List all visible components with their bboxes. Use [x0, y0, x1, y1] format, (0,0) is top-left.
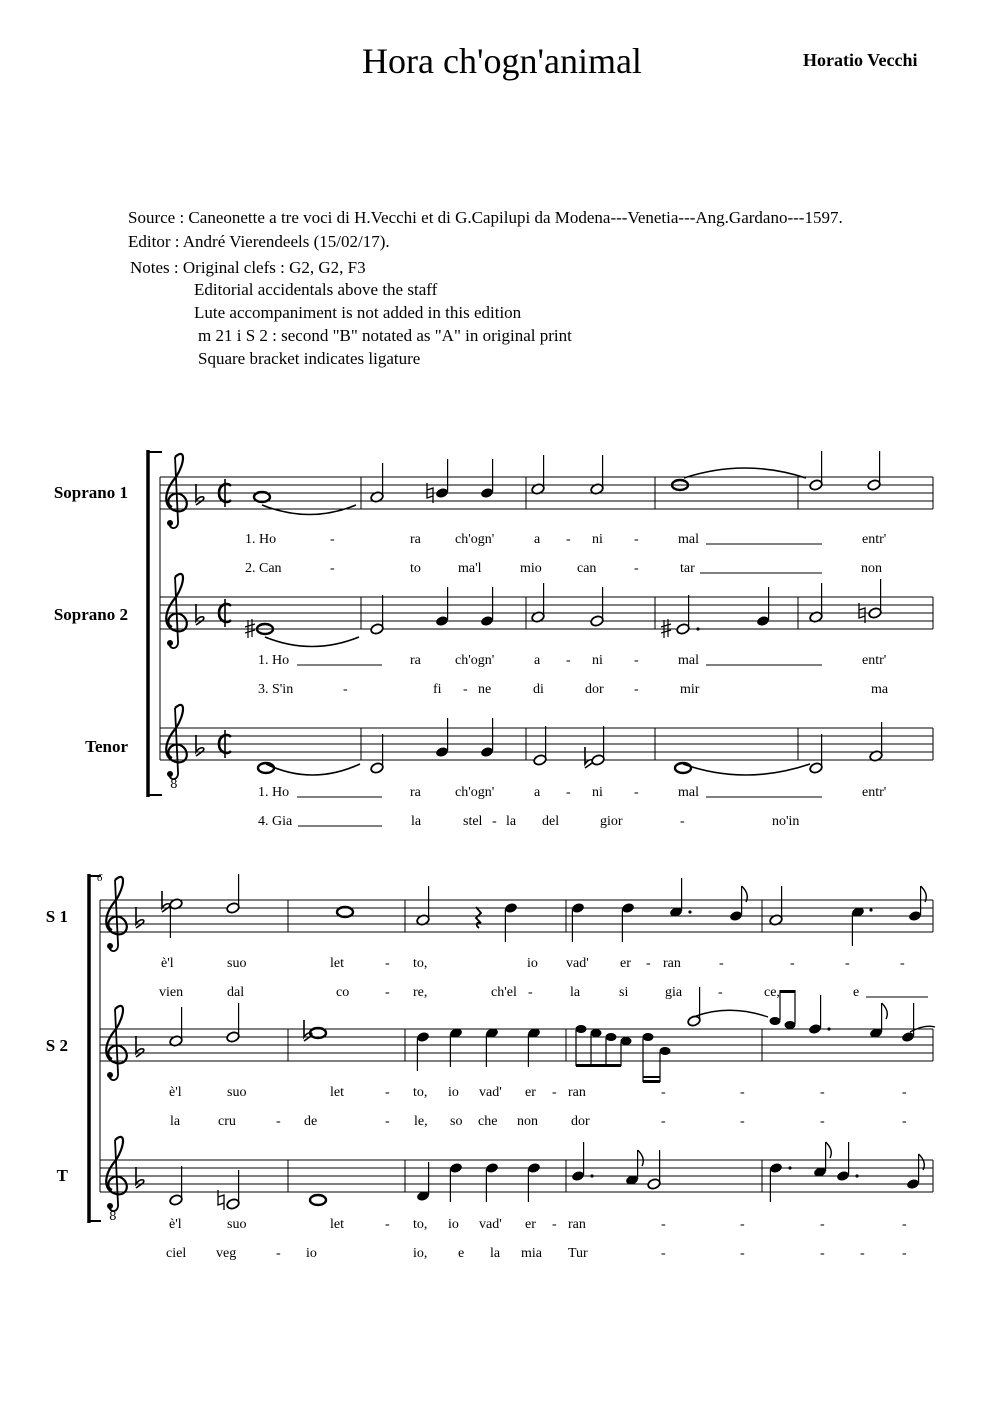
lyric: vien: [159, 985, 184, 1000]
lyric: mal: [678, 532, 699, 547]
lyric: -: [552, 1217, 557, 1232]
lyric: -: [740, 1246, 745, 1261]
lyric: -: [385, 985, 390, 1000]
lyric: -: [902, 1114, 907, 1129]
lyric: che: [478, 1114, 498, 1129]
lyric: -: [552, 1085, 557, 1100]
system-2-bracket: [89, 874, 101, 1223]
lyric: vad': [566, 956, 589, 971]
system-2-lyrics: [159, 956, 928, 1261]
lyric: ne: [478, 682, 492, 697]
lyric: -: [385, 1114, 390, 1129]
lyric: -: [634, 653, 639, 668]
lyric: mal: [678, 785, 699, 800]
composer-name: Horatio Vecchi: [803, 50, 918, 70]
lyric: er: [525, 1217, 536, 1232]
lyric: -: [902, 1217, 907, 1232]
lyric: 3. S'in: [258, 682, 294, 697]
lyric: -: [820, 1217, 825, 1232]
lyric: è'l: [169, 1085, 182, 1100]
lyric: -: [790, 956, 795, 971]
lyric: -: [566, 785, 571, 800]
s2-notes-system-2: [169, 987, 935, 1083]
lyric: è'l: [161, 956, 174, 971]
lyric: io: [448, 1217, 459, 1232]
lyric: ra: [410, 532, 421, 547]
lyric: let: [330, 956, 344, 971]
lyric: vad': [479, 1085, 502, 1100]
label-soprano-2: Soprano 2: [53, 605, 128, 624]
lyric: -: [680, 814, 685, 829]
lyric: mio: [520, 561, 542, 576]
lyric: ch'el: [491, 985, 517, 1000]
lyric: mir: [680, 682, 700, 697]
lyric: ni: [592, 653, 603, 668]
lyric: suo: [227, 1085, 247, 1100]
label-tenor: Tenor: [85, 737, 128, 756]
lyric: a: [534, 653, 541, 668]
svg-text:8: 8: [109, 1209, 117, 1223]
lyric: -: [385, 956, 390, 971]
soprano-1-notes: [254, 451, 881, 515]
note-line-4: Square bracket indicates ligature: [198, 349, 421, 368]
treble-clef-icon: [166, 454, 187, 791]
lyric: -: [661, 1246, 666, 1261]
lyric: re,: [413, 985, 428, 1000]
lyric: a: [534, 532, 541, 547]
lyric: -: [492, 814, 497, 829]
lyric: la: [570, 985, 581, 1000]
lyric: io: [306, 1246, 317, 1261]
lyric: fi: [433, 682, 442, 697]
lyric: ma: [871, 682, 889, 697]
lyric: -: [634, 561, 639, 576]
lyric: -: [860, 1246, 865, 1261]
svg-text:8: 8: [170, 777, 178, 791]
lyric: -: [900, 956, 905, 971]
lyric: -: [276, 1246, 281, 1261]
lyric: er: [525, 1085, 536, 1100]
lyric: stel: [463, 814, 483, 829]
note-line-1: Editorial accidentals above the staff: [194, 280, 438, 299]
lyric: io,: [413, 1246, 428, 1261]
system-1-lyrics: [245, 532, 889, 829]
lyric: 1. Ho: [258, 785, 290, 800]
note-line-3: m 21 i S 2 : second "B" notated as "A" in original print: [198, 326, 572, 345]
flat-key-signature-icon: [196, 484, 204, 756]
lyric: -: [661, 1114, 666, 1129]
system-2-barlines: [100, 900, 933, 1192]
lyric: co: [336, 985, 350, 1000]
score-title: Hora ch'ogn'animal: [362, 41, 642, 81]
editor-line: Editor : André Vierendeels (15/02/17).: [128, 232, 390, 251]
s1-notes-system-2: [162, 874, 926, 946]
lyric: la: [506, 814, 517, 829]
lyric: Tur: [568, 1246, 588, 1261]
lyric: entr': [862, 532, 887, 547]
lyric: ce,: [764, 985, 780, 1000]
lyric: la: [411, 814, 422, 829]
lyric: -: [528, 985, 533, 1000]
lyric: -: [820, 1114, 825, 1129]
notes-label: Notes : Original clefs : G2, G2, F3: [130, 258, 366, 277]
lyric: cru: [218, 1114, 236, 1129]
lyric: -: [820, 1085, 825, 1100]
lyric: ch'ogn': [455, 532, 495, 547]
lyric: -: [719, 956, 724, 971]
lyric: del: [542, 814, 560, 829]
lyric: -: [661, 1085, 666, 1100]
lyric: entr': [862, 653, 887, 668]
lyric: ni: [592, 532, 603, 547]
lyric: tar: [680, 561, 695, 576]
lyric: -: [566, 653, 571, 668]
lyric: to,: [413, 1085, 428, 1100]
lyric: so: [450, 1114, 463, 1129]
lyric: can: [577, 561, 597, 576]
lyric: -: [566, 532, 571, 547]
lyric: -: [385, 1085, 390, 1100]
lyric: ch'ogn': [455, 785, 495, 800]
lyric: è'l: [169, 1217, 182, 1232]
lyric: -: [634, 532, 639, 547]
lyric: mia: [521, 1246, 542, 1261]
lyric: dor: [585, 682, 604, 697]
common-time-icon: [219, 479, 231, 758]
lyric: ra: [410, 653, 421, 668]
lyric: to,: [413, 956, 428, 971]
lyric: to,: [413, 1217, 428, 1232]
lyric: suo: [227, 956, 247, 971]
lyric: -: [634, 785, 639, 800]
lyric: 1. Ho: [258, 653, 290, 668]
lyric: -: [343, 682, 348, 697]
lyric: -: [740, 1114, 745, 1129]
lyric: -: [330, 532, 335, 547]
lyric: -: [845, 956, 850, 971]
label-t: T: [56, 1166, 68, 1185]
lyric: dal: [227, 985, 245, 1000]
lyric: vad': [479, 1217, 502, 1232]
lyric: ran: [568, 1217, 586, 1232]
lyric: -: [330, 561, 335, 576]
lyric: -: [385, 1217, 390, 1232]
system-2-staves: [100, 900, 933, 1192]
measure-number: 6: [97, 872, 103, 884]
tenor-notes: [258, 718, 883, 775]
label-s1: S 1: [45, 907, 68, 926]
lyric: ciel: [166, 1246, 187, 1261]
lyric: dor: [571, 1114, 590, 1129]
lyric: -: [902, 1246, 907, 1261]
lyric: io: [448, 1085, 459, 1100]
source-line: Source : Caneonette a tre voci di H.Vecchi et di G.Capilupi da Modena---Venetia---Ang.Gardano---1597.: [128, 208, 843, 227]
lyric: let: [330, 1085, 344, 1100]
lyric: a: [534, 785, 541, 800]
lyric: non: [517, 1114, 538, 1129]
lyric: gior: [600, 814, 623, 829]
label-soprano-1: Soprano 1: [53, 483, 128, 502]
lyric: 4. Gia: [258, 814, 293, 829]
lyric: er: [620, 956, 631, 971]
lyric: de: [304, 1114, 318, 1129]
lyric: mal: [678, 653, 699, 668]
lyric: ni: [592, 785, 603, 800]
lyric: -: [740, 1085, 745, 1100]
lyric: ma'l: [458, 561, 482, 576]
lyric: -: [740, 1217, 745, 1232]
lyric: 2. Can: [245, 561, 282, 576]
lyric: -: [276, 1114, 281, 1129]
treble-clef-icon: [106, 877, 127, 1223]
lyric: e: [458, 1246, 465, 1261]
label-s2: S 2: [45, 1036, 68, 1055]
lyric: ran: [568, 1085, 586, 1100]
lyric: e: [853, 985, 860, 1000]
lyric: non: [861, 561, 882, 576]
lyric: -: [718, 985, 723, 1000]
lyric: -: [634, 682, 639, 697]
lyric: di: [533, 682, 544, 697]
lyric: entr': [862, 785, 887, 800]
lyric: le,: [414, 1114, 428, 1129]
lyric: ch'ogn': [455, 653, 495, 668]
lyric: -: [820, 1246, 825, 1261]
lyric: io: [527, 956, 538, 971]
lyric: la: [170, 1114, 181, 1129]
note-line-2: Lute accompaniment is not added in this edition: [194, 303, 522, 322]
lyric: -: [463, 682, 468, 697]
lyric: ra: [410, 785, 421, 800]
lyric: no'in: [772, 814, 800, 829]
lyric: -: [902, 1085, 907, 1100]
lyric: let: [330, 1217, 344, 1232]
lyric: la: [490, 1246, 501, 1261]
lyric: -: [661, 1217, 666, 1232]
lyric: to: [410, 561, 421, 576]
lyric: gia: [665, 985, 683, 1000]
lyric: ran: [663, 956, 681, 971]
flat-key-signature-icon: [136, 907, 144, 1188]
lyric: veg: [216, 1246, 237, 1261]
lyric: 1. Ho: [245, 532, 277, 547]
lyric: -: [646, 956, 651, 971]
lyric: suo: [227, 1217, 247, 1232]
lyric: si: [619, 985, 629, 1000]
